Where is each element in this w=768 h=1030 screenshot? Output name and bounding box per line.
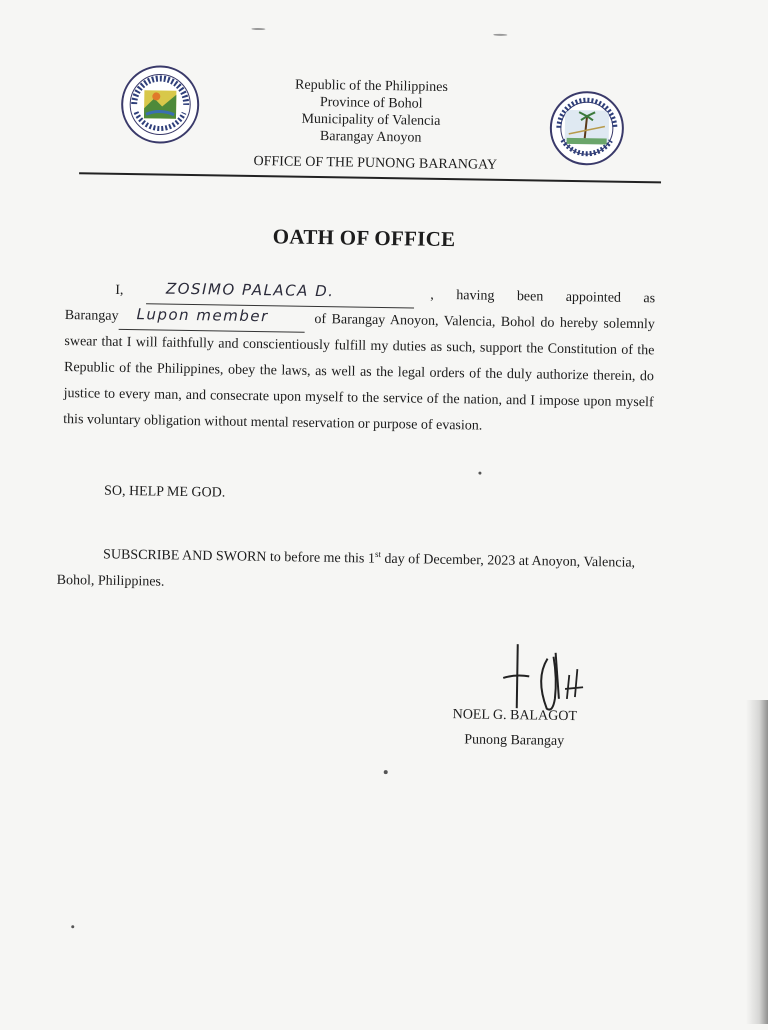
oath-paragraph (63, 277, 655, 442)
sworn-text-end: day of December, 2023 at Anoyon, Valencia, Bohol, Philippines. (56, 551, 636, 590)
word-having: having (456, 288, 495, 304)
word-as: as (643, 291, 656, 307)
letterhead-country: Republic of the Philippines (294, 77, 449, 96)
position-blank (118, 305, 304, 333)
signatory-name: NOEL G. BALAGOT (452, 707, 578, 725)
scan-mark (493, 34, 507, 36)
closing-invocation: SO, HELP ME GOD. (103, 483, 226, 501)
word-been: been (516, 289, 544, 305)
letterhead (206, 75, 537, 148)
letterhead-province: Province of Bohol (319, 95, 423, 112)
oath-pronoun: I, (115, 282, 124, 298)
municipality-seal-icon (120, 64, 201, 145)
barangay-word: Barangay (64, 308, 119, 324)
day-ordinal: st (374, 548, 382, 560)
document-title: OATH OF OFFICE (272, 224, 456, 252)
name-comma: , (430, 287, 434, 303)
sworn-text-start: SUBSCRIBE AND SWORN to before me this 1 (102, 547, 376, 567)
scan-speck (478, 472, 481, 475)
scan-mark (251, 28, 265, 30)
handwritten-position: Lupon member (136, 305, 269, 326)
oath-body (63, 303, 655, 442)
word-appointed: appointed (565, 289, 622, 306)
handwritten-name: ZOSIMO PALACA D. (165, 279, 335, 301)
sworn-statement (56, 536, 649, 603)
letterhead-municipality: Municipality of Valencia (301, 111, 441, 129)
scan-speck (71, 925, 74, 928)
letterhead-barangay: Barangay Anoyon (319, 129, 422, 146)
office-heading: OFFICE OF THE PUNONG BARANGAY (253, 153, 498, 173)
scan-speck (384, 770, 388, 774)
barangay-seal-icon (548, 90, 625, 167)
signatory-title: Punong Barangay (464, 732, 565, 749)
oath-text: of Barangay Anoyon, Valencia, Bohol do hereby solemnly swear that I will faithfully and conscientiously fulfill my duties as such, support the Constitution of the Republic of the Philippines, obey the laws, as well as the legal orders of the duly authorize therein, do justice to every man, and consecrate upon myself to the service of the nation, and I impose upon myself this voluntary obligation without mental reservation or purpose of evasion. (63, 311, 655, 434)
